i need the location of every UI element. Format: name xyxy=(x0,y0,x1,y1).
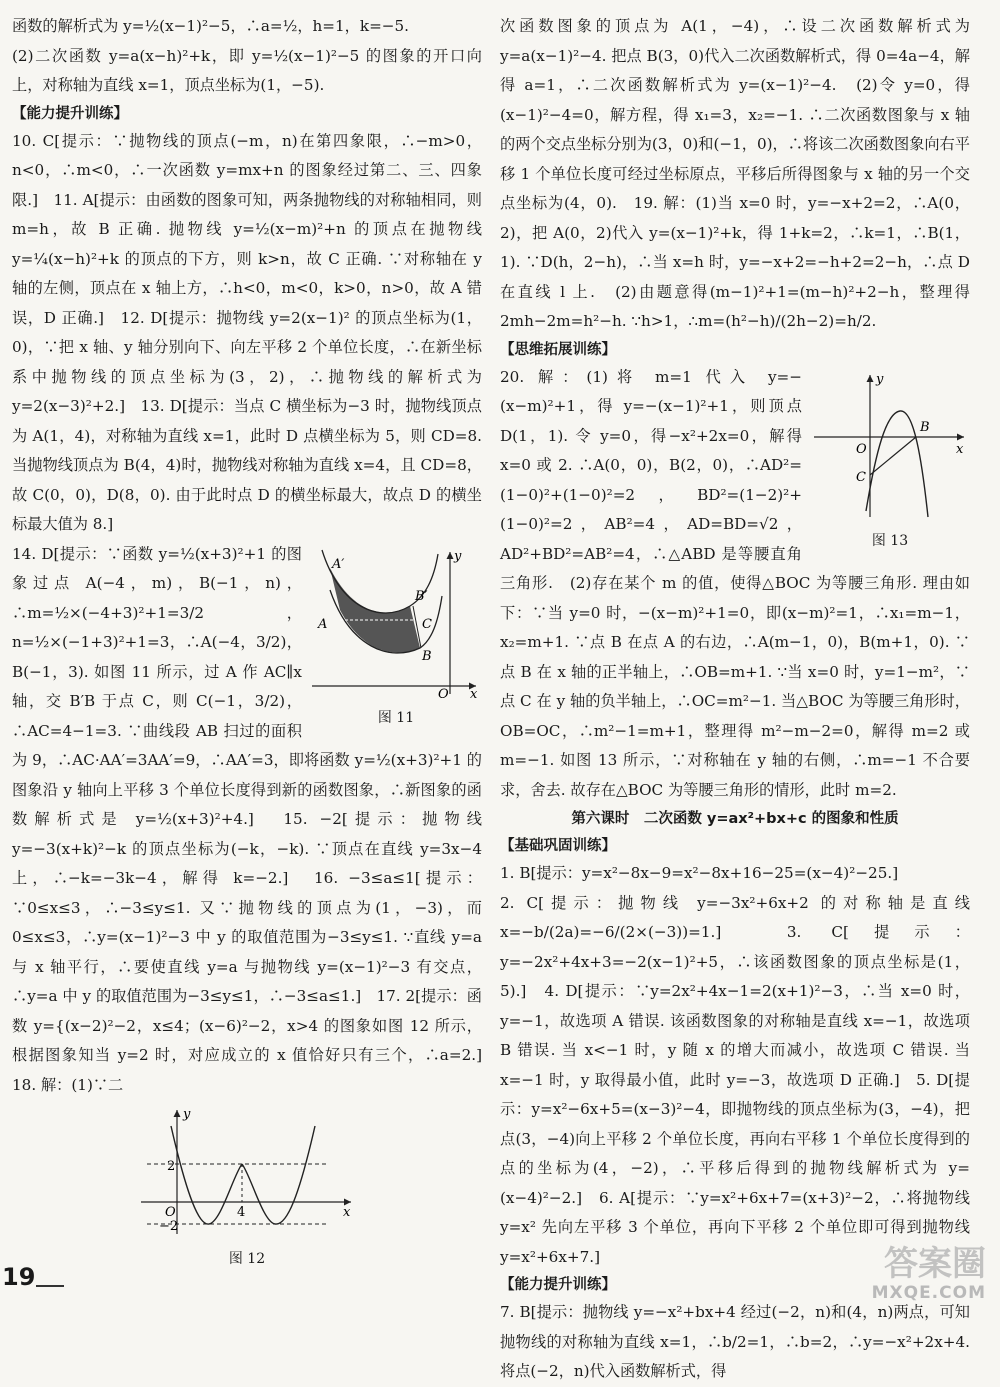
lesson-title: 第六课时 二次函数 y=ax²+bx+c 的图象和性质 xyxy=(571,811,899,827)
section-heading-expansion: 【思维拓展训练】 xyxy=(500,341,616,358)
shaded-region xyxy=(330,568,420,652)
parabola xyxy=(866,410,928,516)
figure-12-graph xyxy=(137,1106,357,1238)
fig11-label-b: B xyxy=(422,648,432,664)
answers-10-13: 10. C[提示：∵抛物线的顶点(−m，n)在第四象限，∴−m>0，n<0，∴m<0，∴一次函数 y=mx+n 的图象经过第二、三、四象限.] 11. A[提示：由函数的图象可知，两条抛物线的对称轴相同，则 m=h，故 B 正确. 抛物线 y=½(x−m)²+n 的顶点在抛物线 y=¼(x−h)²+k 的顶点的下方，则 k>n，故 C 正确. ∵对称轴在 y 轴的左侧，顶点在 x 轴上方，∴h<0，m<0，k>0，n>0，故 A 错误，D 正确.] 12. D[提示：抛物线 y=2(x−1)² 的顶点坐标为(1，0)，∵把 x 轴、y 轴分别向下、向左平移 2 个单位长度，∴在新坐标系中抛物线的顶点坐标为(3，2)，∴抛物线的解析式为 y=2(x−3)²+2.] 13. D[提示：当点 C 横坐标为−3 时，抛物线顶点为 A(1，4)，对称轴为直线 x=1，此时 D 点横坐标为 5，则 CD=8. 当抛物线顶点为 B(4，4)时，抛物线对称轴为直线 x=4，且 CD=8，故 C(0，0)，D(8，0). 由于此时点 D 的横坐标最大，故点 D 的横坐标最大值为 8.] xyxy=(12,131,482,533)
figure-13 xyxy=(810,371,970,552)
answer-1: 1. B[提示：y=x²−8x−9=x²−8x+16−25=(x−4)²−25.] xyxy=(500,864,899,882)
fig12-label-x: x xyxy=(343,1205,351,1220)
answer-20: 20. 解：(1)将 m=1 代入 y=−(x−m)²+1，得 y=−(x−1)²+1，则顶点 D(1，1). 令 y=0，得−x²+2x=0，解得 x=0 或 2. ∴A(0，0)，B(2，0)，∴AD²=(1−0)²+(1−0)²=2，BD²=(1−2)²+(1−0)²=2，AB²=4，AD=BD=√2，AD²+BD²=AB²=4，∴△ABD 是等腰直角三角形. (2)存在某个 m 的值，使得△BOC 为等腰三角形. 理由如下：∵当 y=0 时，−(x−m)²+1=0，即(x−m)²=1，∴x₁=m−1，x₂=m+1. ∵点 B 在点 A 的右边，∴A(m−1，0)，B(m+1，0). ∵点 B 在 x 轴的正半轴上，∴OB=m+1. ∵当 x=0 时，y=1−m²，∵点 C 在 y 轴的负半轴上，∴OC=m²−1. 当△BOC 为等腰三角形时，OB=OC，∴m²−1=m+1，整理得 m²−m−2=0，解得 m=2 或 m=−1. 如图 13 所示，∵对称轴在 y 轴的右侧，∴m=−1 不合要求，舍去. 故存在△BOC 为等腰三角形的情形，此时 m=2. xyxy=(500,367,970,799)
answers-2-6: 2. C[提示：抛物线 y=−3x²+6x+2 的对称轴是直线 x=−b/(2a)=−6/(2×(−3))=1.] 3. C[提示：y=−2x²+4x+3=−2(x−1)²+5，∴该函数图象的顶点坐标是(1，5).] 4. D[提示：∵y=2x²+4x−1=2(x+1)²−3，∴当 x=0 时，y=−1，故选项 A 错误. 该函数图象的对称轴是直线 x=−1，故选项 B 错误. 当 x<−1 时，y 随 x 的增大而减小，故选项 C 错误. 当 x=−1 时，y 取得最小值，此时 y=−3，故选项 D 正确.] 5. D[提示：y=x²−6x+5=(x−3)²−4，即抛物线的顶点坐标为(3，−4)，把点(3，−4)向上平移 2 个单位长度，再向右平移 1 个单位长度得到的点的坐标为(4，−2)，∴平移后得到的抛物线解析式为 y=(x−4)²−2.] 6. A[提示：∵y=x²+6x+7=(x+3)²−2，∴将抛物线 y=x² 先向左平移 3 个单位，再向下平移 2 个单位即可得到抛物线 y=x²+6x+7.] xyxy=(500,893,970,1266)
watermark-text: 答案圈 xyxy=(884,1244,986,1284)
left-paragraph-2: (2)二次函数 y=a(x−h)²+k，即 y=½(x−1)²−5 的图象的开口向上，对称轴为直线 x=1，顶点坐标为(1，−5). xyxy=(12,46,482,94)
fig12-label-neg2: −2 xyxy=(159,1219,179,1234)
page-number: 19 xyxy=(2,1263,36,1291)
fig13-label-o: O xyxy=(856,441,867,457)
fig13-label-x: x xyxy=(956,441,964,457)
fig12-label-y: y xyxy=(183,1107,191,1122)
section-heading-basic: 【基础巩固训练】 xyxy=(500,838,616,854)
left-paragraph-1: 函数的解析式为 y=½(x−1)²−5，∴a=½，h=1，k=−5. xyxy=(12,17,410,35)
fig11-label-c: C xyxy=(422,616,432,632)
figure-11-graph xyxy=(310,548,482,698)
fig13-label-y: y xyxy=(876,371,884,387)
right-column xyxy=(500,12,970,1387)
fig11-label-a: A xyxy=(318,616,328,632)
section-heading-ability-2: 【能力提升训练】 xyxy=(500,1277,616,1293)
fig11-label-a-prime: A′ xyxy=(332,556,345,572)
fig13-label-b: B xyxy=(920,419,930,435)
watermark-url: MXQE.COM xyxy=(871,1283,986,1303)
fig11-label-o: O xyxy=(438,686,449,698)
fig11-label-x: x xyxy=(470,686,478,698)
right-parabola-branch xyxy=(242,1126,315,1224)
answers-14-18: 14. D[提示：∵函数 y=½(x+3)²+1 的图象过点 A(−4，m)，B(−1，n)，∴m=½×(−4+3)²+1=3/2，n=½×(−1+3)²+1=3，∴A(−4，3/2)，B(−1，3). 如图 11 所示，过 A 作 AC∥x 轴，交 B′B 于点 C，则 C(−1，3/2)，∴AC=4−1=3. ∵曲线段 AB 扫过的面积为 9，∴AC·AA′=3AA′=9，∴AA′=3，即将函数 y=½(x+3)²+1 的图象沿 y 轴向上平移 3 个单位长度得到新的函数图象，∴新图象的函数解析式是 y=½(x+3)²+4.] 15. −2[提示：抛物线 y=−3(x+k)²−k 的顶点坐标为(−k，−k). ∵顶点在直线 y=3x−4 上，∴−k=−3k−4，解得 k=−2.] 16. −3≤a≤1[提示：∵0≤x≤3，∴−3≤y≤1. 又∵抛物线的顶点为(1，−3)，而 0≤x≤3，∴y=(x−1)²−3 中 y 的取值范围为−3≤y≤1. ∵直线 y=a 与 x 轴平行，∴要使直线 y=a 与抛物线 y=(x−1)²−3 有交点，∴y=a 中 y 的取值范围为−3≤y≤1，∴−3≤a≤1.] 17. 2[提示：函数 y={(x−2)²−2，x≤4；(x−6)²−2，x>4 的图象如图 12 所示，根据图象知当 y=2 时，对应成立的 x 值恰好只有三个，∴a=2.] 18. 解：(1)∵二 xyxy=(12,544,498,1094)
fig12-label-4: 4 xyxy=(237,1205,246,1220)
answers-18-19: 次函数图象的顶点为 A(1，−4)，∴设二次函数解析式为 y=a(x−1)²−4. 把点 B(3，0)代入二次函数解析式，得 0=4a−4，解得 a=1，∴二次函数解析式为 y=(x−1)²−4. (2)令 y=0，得(x−1)²−4=0，解方程，得 x₁=3，x₂=−1. ∴二次函数图象与 x 轴的两个交点坐标分别为(3，0)和(−1，0)，∴将该二次函数图象向右平移 1 个单位长度可经过坐标原点，平移后所得图象与 x 轴的另一个交点坐标为(4，0). 19. 解：(1)当 x=0 时，y=−x+2=2，∴A(0，2)，把 A(0，2)代入 y=(x−1)²+k，得 1+k=2，∴k=1，∴B(1，1). ∵D(h，2−h)，∴当 x=h 时，y=−x+2=−h+2=2−h，∴点 D 在直线 l 上. (2)由题意得(m−1)²+1=(m−h)²+2−h，整理得 2mh−2m=h²−h. ∵h>1，∴m=(h²−h)/(2h−2)=h/2. xyxy=(500,17,970,330)
answer-7: 7. B[提示：抛物线 y=−x²+bx+4 经过(−2，n)和(4，n)两点，可知抛物线的对称轴为直线 x=1，∴b/2=1，∴b=2，∴y=−x²+2x+4. 将点(−2，n)代入函数解析式，得 xyxy=(500,1303,970,1380)
page-number-rule xyxy=(36,1285,64,1287)
left-parabola-branch xyxy=(171,1126,242,1224)
figure-13-graph xyxy=(810,371,970,521)
fig12-label-2: 2 xyxy=(167,1159,176,1174)
figure-13-caption: 图 13 xyxy=(871,533,909,549)
watermark xyxy=(796,1245,986,1303)
figure-12-caption: 图 12 xyxy=(228,1250,266,1267)
fig12-label-o: O xyxy=(165,1205,176,1220)
fig11-label-b-prime: B′ xyxy=(415,588,428,604)
fig13-label-c: C xyxy=(856,469,866,485)
left-column xyxy=(12,12,498,1269)
figure-11 xyxy=(310,548,482,729)
figure-12 xyxy=(137,1106,357,1269)
fig11-label-y: y xyxy=(454,548,462,564)
figure-11-caption: 图 11 xyxy=(377,710,415,726)
section-heading-ability: 【能力提升训练】 xyxy=(12,105,128,122)
